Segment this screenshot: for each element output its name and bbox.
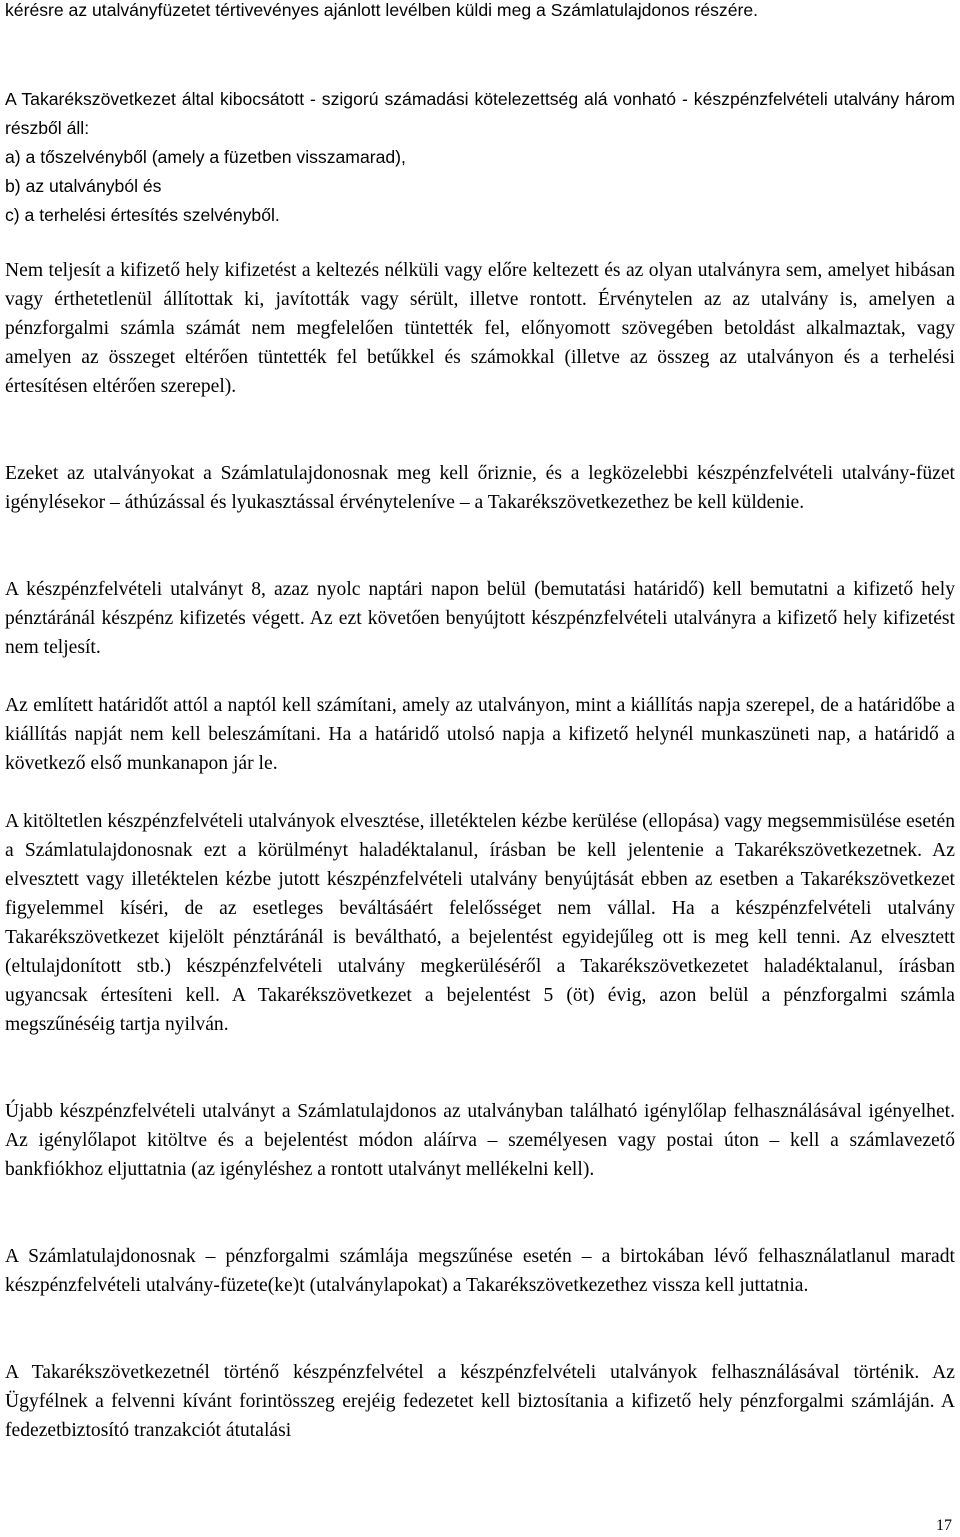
paragraph-account-closure: A Számlatulajdonosnak – pénzforgalmi számlája megszűnése esetén – a birtokában lévő felhasználatlanul maradt készpénzfelvételi utalvány-füzete(ke)t (utalványlapokat) a Takarékszövetkezethez vissza kell juttatnia. [5,1246,955,1296]
paragraph-continuation: kérésre az utalványfüzetet tértivevényes ajánlott levélben küldi meg a Számlatulajdonos részére. [5,0,759,20]
paragraph-keep-vouchers: Ezeket az utalványokat a Számlatulajdonosnak meg kell őriznie, és a legközelebbi készpénzfelvételi utalvány-füzet igénylésekor – áthúzással és lyukasztással érvényteleníve – a Takarékszövetkezethez be kell küldenie. [5,463,955,513]
paragraph-voucher-intro: A Takarékszövetkezet által kibocsátott - szigorú számadási kötelezettség alá vonható - készpénzfelvételi utalvány három részből áll: [5,89,955,138]
paragraph-lost-vouchers: A kitöltetlen készpénzfelvételi utalványok elvesztése, illetéktelen kézbe kerülése (ellopása) vagy megsemmisülése esetén a Számlatulajdonosnak ezt a körülményt haladéktalanul, írásban be kell jelentenie a Takarékszövetkezetnek. Az elvesztett vagy illetéktelen kézbe jutott készpénzfelvételi utalvány benyújtását ebben az esetben a Takarékszövetkezet figyelemmel kíséri, de az esetleges beváltásáért felelősséget nem vállal. Ha a készpénzfelvételi utalvány Takarékszövetkezet kijelölt pénztáránál is beváltható, a bejelentést egyidejűleg ott is meg kell tenni. Az elvesztett (eltulajdonított stb.) készpénzfelvételi utalvány megkerüléséről a Takarékszövetkezetet haladéktalanul, írásban ugyancsak értesíteni kell. A Takarékszövetkezet a bejelentést 5 (öt) évig, azon belül a pénzforgalmi számla megszűnéséig tartja nyilván. [5,811,955,1035]
paragraph-invalid-vouchers: Nem teljesít a kifizető hely kifizetést a keltezés nélküli vagy előre keltezett és az olyan utalványra sem, amelyet hibásan vagy érthetetlenül állítottak ki, javították vagy sérült, illetve rontott. Érvénytelen az az utalvány is, amelyen a pénzforgalmi számla számát nem megfelelően tüntették fel, előnyomott szövegében betoldást alkalmaztak, vagy amelyen az összeget eltérően tüntették fel betűkkel és számokkal (illetve az összeg az utalványon és a terhelési értesítésen eltérően szerepel). [5,260,955,397]
list-item-c: c) a terhelési értesítés szelvényből. [5,205,280,225]
list-item-a: a) a tőszelvényből (amely a füzetben visszamarad), [5,147,406,167]
paragraph-new-vouchers: Újabb készpénzfelvételi utalványt a Számlatulajdonos az utalványban található igénylőlap felhasználásával igényelhet. Az igénylőlapot kitöltve és a bejelentést módon aláírva – személyesen vagy postai úton – kell a számlavezető bankfiókhoz eljuttatnia (az igényléshez a rontott utalványt mellékelni kell). [5,1101,955,1180]
paragraph-voucher-parts [5,85,955,230]
paragraph-presentation-deadline: A készpénzfelvételi utalványt 8, azaz nyolc naptári napon belül (bemutatási határidő) kell bemutatni a kifizető hely pénztáránál készpénz kifizetés végett. Az ezt követően benyújtott készpénzfelvételi utalványra a kifizető hely kifizetést nem teljesít. [5,579,955,658]
page-number: 17 [936,1517,952,1534]
list-item-b: b) az utalványból és [5,176,162,196]
paragraph-cash-withdrawal: A Takarékszövetkezetnél történő készpénzfelvétel a készpénzfelvételi utalványok felhasználásával történik. Az Ügyfélnek a felvenni kívánt forintösszeg erejéig fedezetet kell biztosítania a kifizető hely pénzforgalmi számláján. A fedezetbiztosító tranzakciót átutalási [5,1362,955,1441]
paragraph-deadline-calculation: Az említett határidőt attól a naptól kell számítani, amely az utalványon, mint a kiállítás napja szerepel, de a határidőbe a kiállítás napját nem kell beleszámítani. Ha a határidő utolsó napja a kifizető helynél munkaszüneti nap, a határidő a következő első munkanapon jár le. [5,695,955,774]
